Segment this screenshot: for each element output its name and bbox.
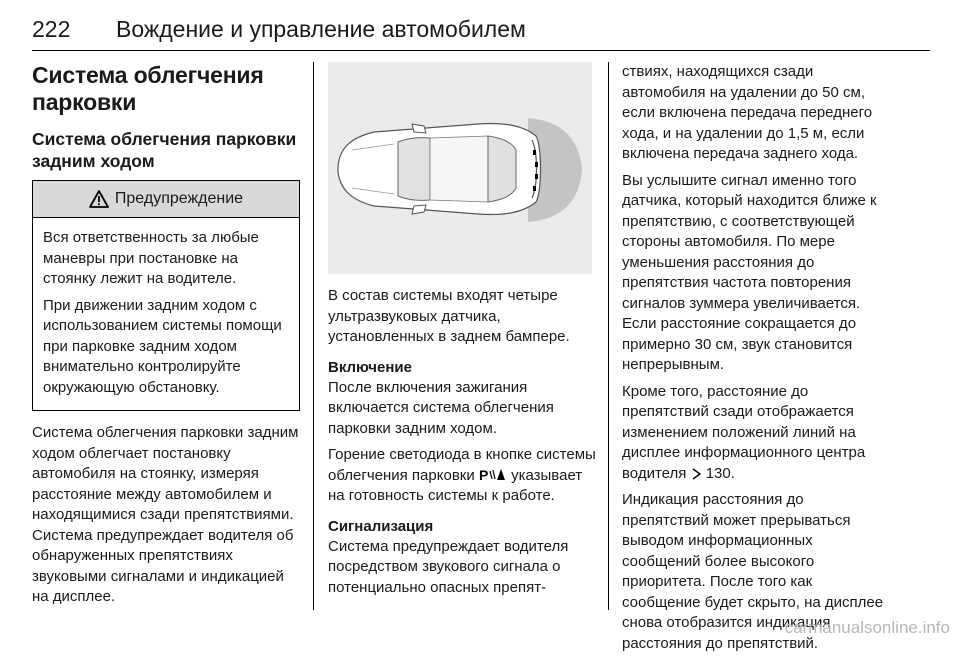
parking-assist-icon [479,467,507,482]
page-reference-link[interactable]: 130 [705,464,731,482]
warning-body [33,218,299,410]
display-paragraph: Кроме того, расстояние до препятствий сзади отображается изменением положений линий на дисплее информационного центра водителя 130. [622,382,866,482]
intro-paragraph: Система облегчения парковки задним ходом облегчает постановку автомобиля на стоянку, измеряя расстояние между автомобилем и находящимися сзади препятствиями. Система предупреждает водителя об обнаруженных препятствиях звуковыми сигналами и индикацией на дисплее. [32,424,299,605]
running-title: Вождение и управление автомобилем [116,16,526,42]
warning-box [32,180,300,411]
svg-text:P: P [478,466,489,482]
page-header [32,10,930,51]
signal-paragraph: Система предупреждает водителя посредством звукового сигнала о потенциально опасных препят- [328,537,569,596]
system-composition-paragraph: В состав системы входят четыре ультразвуковых датчика, установленных в заднем бампере. [328,287,570,345]
activation-heading: Включение [328,358,412,376]
column-1 [32,62,300,614]
car-rear-sensor-illustration [328,62,592,274]
led-paragraph-text-before: Горение светодиода в кнопке системы облегчения парковки [328,446,596,484]
column-3 [622,62,890,660]
section-title: Система облегчения парковки [32,62,264,115]
led-paragraph [328,445,596,507]
interruption-paragraph: Индикация расстояния до препятствий может прерываться выводом информационных сообщений более высокого приоритета. После того как сообщение будет скрыто, на дисплее снова отобразится индикация расстояния до препятствий. [622,491,884,652]
watermark: carmanualsonline.info [784,618,950,637]
column-divider-2 [608,62,609,610]
signal-heading: Сигнализация [328,517,434,535]
display-paragraph-text: Кроме того, расстояние до препятствий сзади отображается изменением положений линий на дисплее информационного центра водителя [622,382,866,482]
led-paragraph-text-after: указывает на готовность системы к работе. [328,466,583,504]
sensor-sound-paragraph: Вы услышите сигнал именно того датчика, который находится ближе к препятствию, с соответствующей стороны автомобиля. По мере уменьшения расстояния до препятствия частота повторения сигналов зуммера увеличивается. Если расстояние сокращается до примерно 30 см, звук становится непрерывным. [622,171,877,373]
activation-paragraph: После включения зажигания включается система облегчения парковки задним ходом. [328,378,554,437]
car-sensor-figure [328,62,592,274]
page-number: 222 [32,16,71,42]
warning-triangle-icon [89,190,109,208]
warning-title: Предупреждение [114,190,244,207]
page-reference-arrow-icon [691,468,702,480]
subsection-title: Система облегчения парковки задним ходом [32,129,297,171]
warning-paragraph-2: При движении задним ходом с использованием системы помощи при парковке задним ходом внимательно контролируйте окружающую обстановку. [43,296,282,396]
distance-paragraph: ствиях, находящихся сзади автомобиля на удалении до 50 см, если включена передача переднего хода, и на удалении до 1,5 м, если включена передача заднего хода. [622,63,873,162]
warning-header [33,181,299,218]
column-divider-1 [313,62,314,610]
warning-paragraph-1: Вся ответственность за любые маневры при постановке на стоянку лежит на водителе. [43,229,259,287]
column-2 [328,62,596,604]
